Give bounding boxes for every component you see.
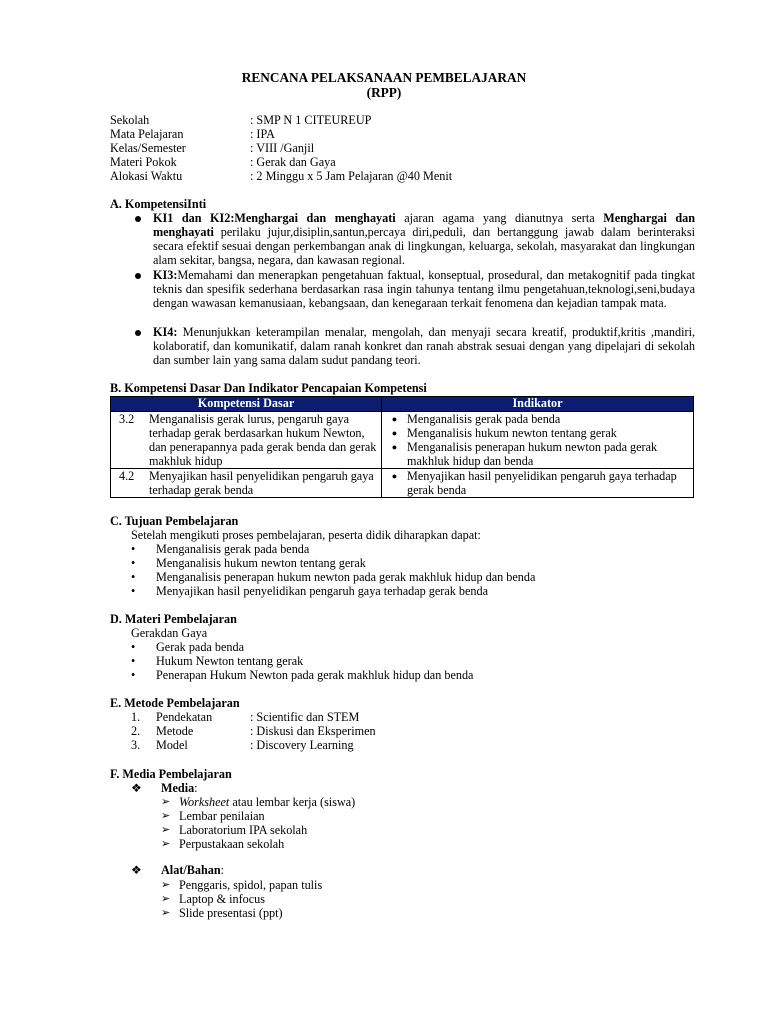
arrow-bullet-icon: ➢ — [161, 879, 171, 891]
arrow-bullet-icon: ➢ — [161, 810, 171, 822]
identity-row: Kelas/Semester : VIII /Ganjil — [110, 141, 315, 155]
ki3-paragraph: KI3:Memahami dan menerapkan pengetahuan faktual, konseptual, prosedural, dan metakognitif pada tingkat teknis dan spesifik sederhana berdasarkan rasa ingin tahunya tentang ilmu pengetahuan,teknologi,seni,budaya dengan wawasan kemanusiaan, kebangsaan, dan kenegaraan terkait fenomena dan kejadian tampak mata. — [153, 268, 695, 310]
list-item: ➢ Laptop & infocus — [161, 892, 265, 906]
list-item: • Menganalisis penerapan hukum newton pada gerak makhluk hidup dan benda — [131, 570, 536, 584]
identity-row: Materi Pokok : Gerak dan Gaya — [110, 155, 336, 169]
identity-row: Mata Pelajaran : IPA — [110, 127, 275, 141]
arrow-bullet-icon: ➢ — [161, 796, 171, 808]
ki1-paragraph: KI1 dan KI2:Menghargai dan menghayati ajaran agama yang dianutnya serta Menghargai dan menghayati perilaku jujur,disiplin,santun,percaya diri,peduli, dan bertanggung jawab dalam berinteraksi secara efektif sesuai dengan perkembangan anak di lingkungan, keluarga, sekolah, masyarakat dan lingkungan alam sekitar, bangsa, negara, dan kawasan regional. — [153, 211, 696, 267]
media-list — [161, 795, 355, 851]
bullet-icon: • — [131, 668, 136, 682]
section-d-intro: Gerakdan Gaya — [131, 626, 208, 640]
bullet-icon: • — [131, 654, 136, 668]
section-c-intro: Setelah mengikuti proses pembelajaran, peserta didik diharapkan dapat: — [131, 528, 481, 542]
kd-indicator-table — [110, 396, 694, 498]
bullet-icon: ● — [391, 414, 398, 424]
document-title: RENCANA PELAKSANAAN PEMBELAJARAN — [241, 70, 527, 85]
alat-subheading: ❖ Alat/Bahan : — [131, 863, 224, 877]
list-item: ➢ Laboratorium IPA sekolah — [161, 823, 308, 837]
arrow-bullet-icon: ➢ — [161, 907, 171, 919]
identity-row: Alokasi Waktu : 2 Minggu x 5 Jam Pelajaran @40 Menit — [110, 169, 453, 183]
section-c-heading: C. Tujuan Pembelajaran — [110, 514, 239, 528]
identity-block — [110, 113, 452, 183]
list-item: ● Menyajikan hasil penyelidikan pengaruh gaya terhadap gerak benda — [382, 469, 693, 497]
list-item: ● Menganalisis gerak pada benda — [382, 412, 693, 426]
document-subtitle: (RPP) — [366, 85, 402, 100]
list-item: ➢ Slide presentasi (ppt) — [161, 906, 283, 920]
diamond-bullet-icon: ❖ — [131, 863, 142, 877]
kd-cell: 4.2 Menyajikan hasil penyelidikan pengaruh gaya terhadap gerak benda — [111, 469, 382, 498]
list-item: ➢ Penggaris, spidol, papan tulis — [161, 878, 323, 892]
list-item: • Hukum Newton tentang gerak — [131, 654, 304, 668]
indicator-column-header: Indikator — [382, 397, 694, 412]
bullet-icon — [135, 216, 141, 222]
kd-cell: 3.2 Menganalisis gerak lurus, pengaruh gaya terhadap gerak berdasarkan hukum Newton, dan penerapannya pada gerak benda dan gerak makhluk hidup — [111, 412, 382, 469]
bullet-icon: ● — [391, 428, 398, 438]
list-item: 2. Metode : Diskusi dan Eksperimen — [131, 724, 376, 738]
kd-column-header: Kompetensi Dasar — [111, 397, 382, 412]
list-item: ● Menganalisis penerapan hukum newton pada gerak makhluk hidup dan benda — [382, 440, 693, 468]
section-e-list — [131, 710, 376, 752]
bullet-icon: • — [131, 570, 136, 584]
bullet-icon: ● — [391, 471, 398, 481]
list-item: • Penerapan Hukum Newton pada gerak makhluk hidup dan benda — [131, 668, 474, 682]
list-item: ➢ Perpustakaan sekolah — [161, 837, 285, 851]
list-item: ➢ Lembar penilaian — [161, 809, 265, 823]
list-item: • Gerak pada benda — [131, 640, 244, 654]
bullet-icon: • — [131, 640, 136, 654]
section-c-list — [131, 542, 535, 598]
bullet-icon: • — [131, 556, 136, 570]
diamond-bullet-icon: ❖ — [131, 781, 142, 795]
list-item: • Menganalisis hukum newton tentang gerak — [131, 556, 366, 570]
table-row — [111, 412, 694, 469]
bullet-icon: • — [131, 542, 136, 556]
list-item: • Menyajikan hasil penyelidikan pengaruh gaya terhadap gerak benda — [131, 584, 488, 598]
ki4-paragraph: KI4: Menunjukkan keterampilan menalar, mengolah, dan menyaji secara kreatif, produktif,kritis ,mandiri, kolaboratif, dan komunikatif, dalam ranah konkret dan ranah abstrak sesuai dengan yang dipelajari di sekolah dan sumber lain yang sama dalam sudut pandang teori. — [153, 325, 695, 367]
bullet-icon — [135, 273, 141, 279]
section-d-list — [131, 640, 473, 682]
section-f-heading: F. Media Pembelajaran — [110, 767, 232, 781]
bullet-icon: • — [131, 584, 136, 598]
table-header-row — [111, 397, 694, 412]
bullet-icon: ● — [391, 442, 398, 452]
bullet-icon — [135, 330, 141, 336]
list-item: 1. Pendekatan : Scientific dan STEM — [131, 710, 360, 724]
media-subheading: ❖ Media : — [131, 781, 198, 795]
list-item: ➢ Worksheet atau lembar kerja (siswa) — [161, 795, 356, 809]
arrow-bullet-icon: ➢ — [161, 838, 171, 850]
list-item: ● Menganalisis hukum newton tentang gerak — [382, 426, 693, 440]
section-e-heading: E. Metode Pembelajaran — [110, 696, 240, 710]
section-d-heading: D. Materi Pembelajaran — [110, 612, 237, 626]
identity-row: Sekolah : SMP N 1 CITEUREUP — [110, 113, 372, 127]
table-row — [111, 469, 694, 498]
list-item: • Menganalisis gerak pada benda — [131, 542, 310, 556]
section-b-heading: B. Kompetensi Dasar Dan Indikator Pencapaian Kompetensi — [110, 381, 427, 395]
section-a-heading: A. KompetensiInti — [110, 197, 207, 211]
indicator-cell — [382, 412, 694, 469]
arrow-bullet-icon: ➢ — [161, 893, 171, 905]
alat-list — [161, 878, 322, 920]
indicator-cell — [382, 469, 694, 498]
arrow-bullet-icon: ➢ — [161, 824, 171, 836]
list-item: 3. Model : Discovery Learning — [131, 738, 354, 752]
